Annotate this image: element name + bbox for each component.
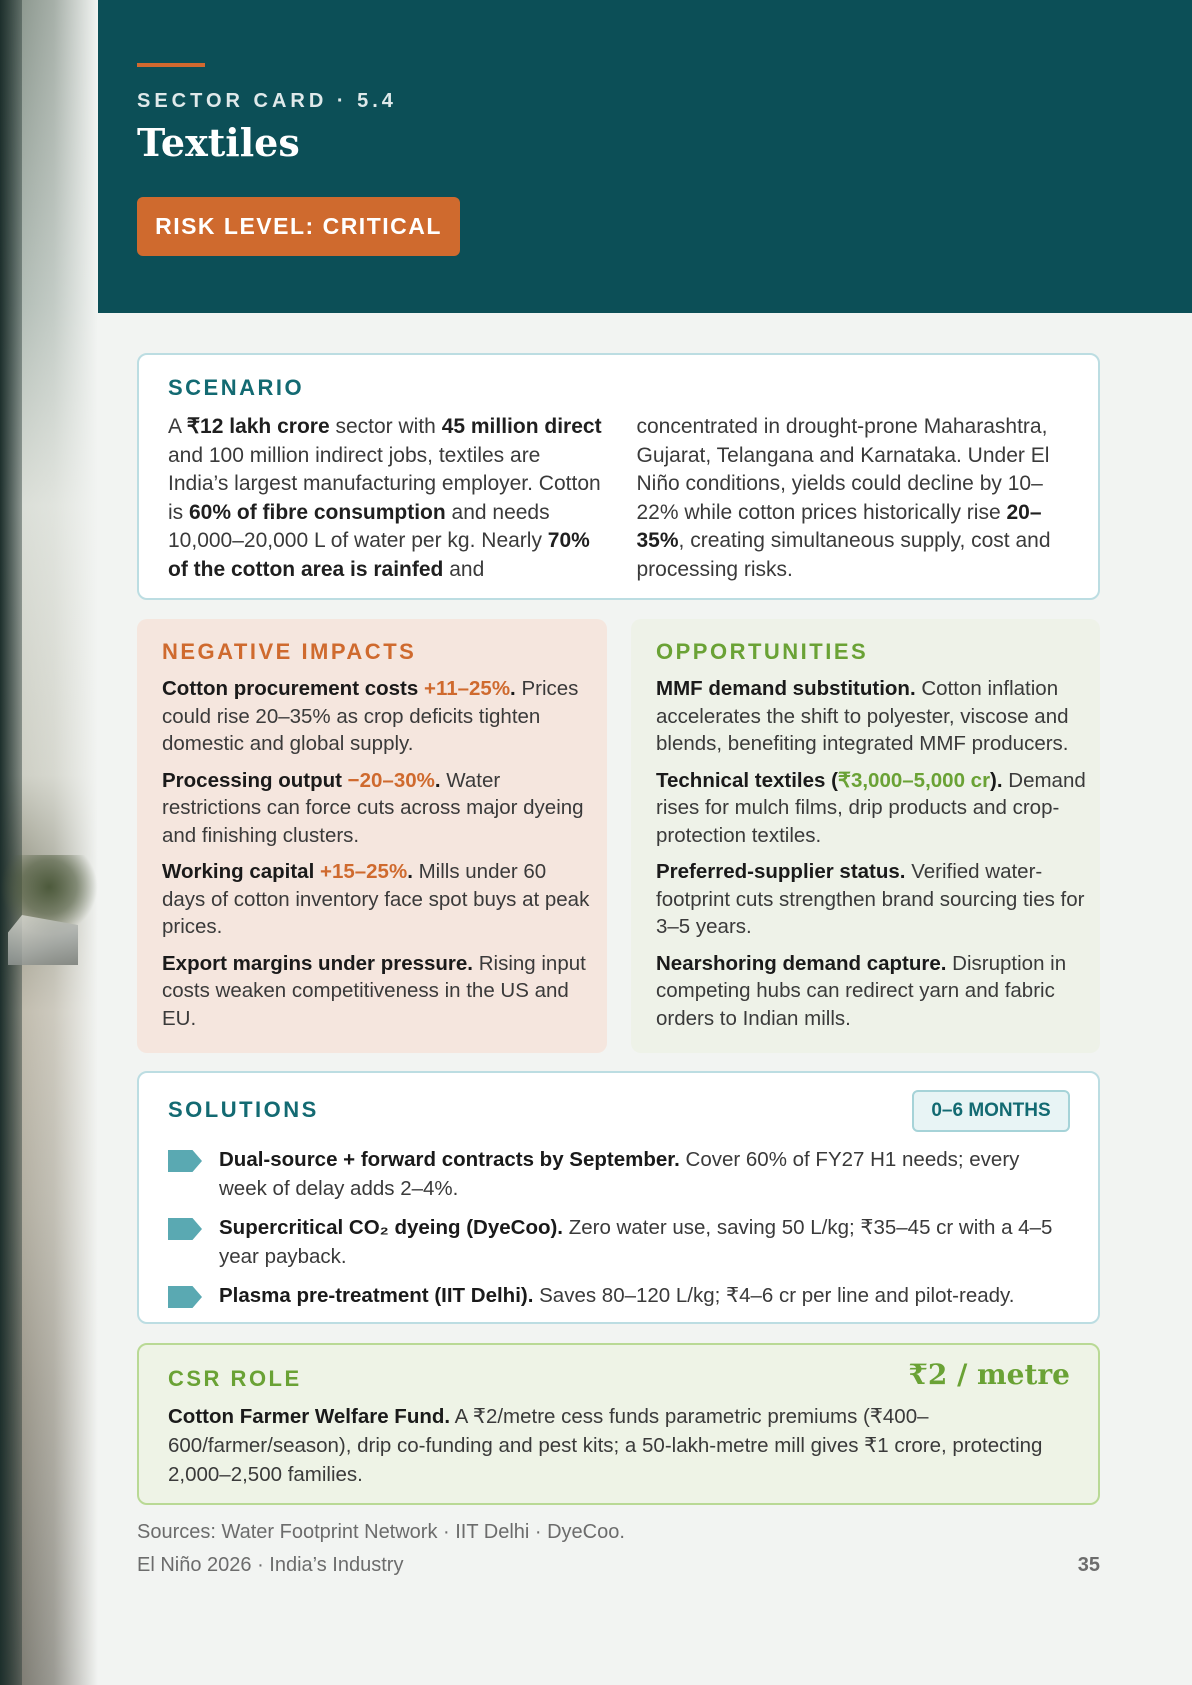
negative-impacts-card	[137, 619, 607, 1053]
negative-impacts-list	[162, 675, 593, 1041]
solution-item: Plasma pre-treatment (IIT Delhi). Saves 80–120 L/kg; ₹4–6 cr per line and pilot-ready.	[168, 1281, 1072, 1310]
scenario-text-run: sector with	[329, 415, 442, 438]
csr-role-card	[137, 1343, 1100, 1505]
solutions-title: SOLUTIONS	[168, 1097, 319, 1122]
scenario-text	[168, 413, 1071, 584]
opportunity-item: MMF demand substitution. Cotton inflation accelerates the shift to polyester, viscose and blends, benefiting integrated MMF producers.	[656, 677, 1069, 755]
opportunity-item: Preferred-supplier status. Verified water-footprint cuts strengthen brand sourcing ties for 3–5 years.	[656, 860, 1085, 938]
csr-role-title: CSR ROLE	[168, 1366, 302, 1391]
side-photo-strip	[0, 0, 98, 1685]
sector-card-eyebrow: SECTOR CARD · 5.4	[137, 90, 397, 112]
scenario-text-run: and needs 10,000–20,000 L of water per kg. Nearly	[168, 500, 550, 552]
scenario-text-run: ₹12 lakh crore	[186, 415, 330, 438]
scenario-text-run: and concentrated in drought-prone Maharashtra, Gujarat, Telangana and Karnataka. Under El Niño conditions, yields could decline by 10–22% while cotton prices historically rise	[443, 415, 1050, 581]
opportunity-item: Technical textiles (₹3,000–5,000 cr). Demand rises for mulch films, drip products and crop-protection textiles.	[656, 768, 1086, 847]
solution-item: Supercritical CO₂ dyeing (DyeCoo). Zero water use, saving 50 L/kg; ₹35–45 cr with a 4–5 year payback.	[168, 1213, 1072, 1271]
scenario-text-run: A	[168, 415, 187, 438]
scenario-text-run: 70% of the cotton area is rainfed	[168, 529, 590, 581]
solutions-card	[137, 1071, 1100, 1324]
csr-amount: ₹2 / metre	[908, 1358, 1070, 1391]
timeframe-badge: 0–6 MONTHS	[912, 1090, 1070, 1132]
solutions-list	[168, 1145, 1072, 1320]
opportunities-card	[631, 619, 1100, 1053]
negative-impact-item: Working capital +15–25%. Mills under 60 days of cotton inventory face spot buys at peak prices.	[162, 860, 590, 938]
arrow-bullet-icon	[168, 1218, 202, 1240]
scenario-text-run: 60% of fibre consumption	[189, 500, 446, 524]
negative-impacts-title: NEGATIVE IMPACTS	[162, 639, 417, 664]
sources-note: Sources: Water Footprint Network · IIT Delhi · DyeCoo.	[137, 1521, 625, 1543]
scenario-text-run: 20–35%	[636, 500, 1042, 552]
opportunity-item: Nearshoring demand capture. Disruption in competing hubs can redirect yarn and fabric orders to Indian mills.	[656, 951, 1067, 1030]
opportunities-list	[656, 675, 1086, 1041]
page-number: 35	[1077, 1554, 1100, 1576]
solution-item: Dual-source + forward contracts by September. Cover 60% of FY27 H1 needs; every week of delay adds 2–4%.	[168, 1145, 1072, 1203]
opportunities-title: OPPORTUNITIES	[656, 639, 869, 664]
photo-edge-shadow	[0, 0, 22, 1685]
scenario-title: SCENARIO	[168, 375, 305, 400]
header-accent-line	[137, 63, 205, 67]
scenario-text-run: , creating simultaneous supply, cost and processing risks.	[636, 529, 1051, 581]
arrow-bullet-icon	[168, 1286, 202, 1308]
publication-footer: El Niño 2026 · India’s Industry	[137, 1554, 404, 1576]
risk-level-badge: RISK LEVEL: CRITICAL	[137, 197, 460, 256]
page-title: Textiles	[137, 120, 300, 165]
negative-impact-item: Export margins under pressure. Rising input costs weaken competitiveness in the US and EU.	[162, 951, 586, 1030]
arrow-bullet-icon	[168, 1150, 202, 1172]
scenario-card	[137, 353, 1100, 600]
scenario-text-run: and 100 million indirect jobs, textiles are India’s largest manufacturing employer. Cotton is	[168, 443, 601, 524]
negative-impact-item: Cotton procurement costs +11–25%. Prices could rise 20–35% as crop deficits tighten domestic and global supply.	[162, 677, 579, 755]
csr-description: Cotton Farmer Welfare Fund. A ₹2/metre cess funds parametric premiums (₹400–600/farmer/season), drip co-funding and pest kits; a 50-lakh-metre mill gives ₹1 crore, protecting 2,000–2,500 families.	[168, 1405, 1043, 1486]
scenario-text-run: 45 million direct	[441, 415, 602, 438]
negative-impact-item: Processing output −20–30%. Water restrictions can force cuts across major dyeing and finishing clusters.	[162, 768, 584, 847]
